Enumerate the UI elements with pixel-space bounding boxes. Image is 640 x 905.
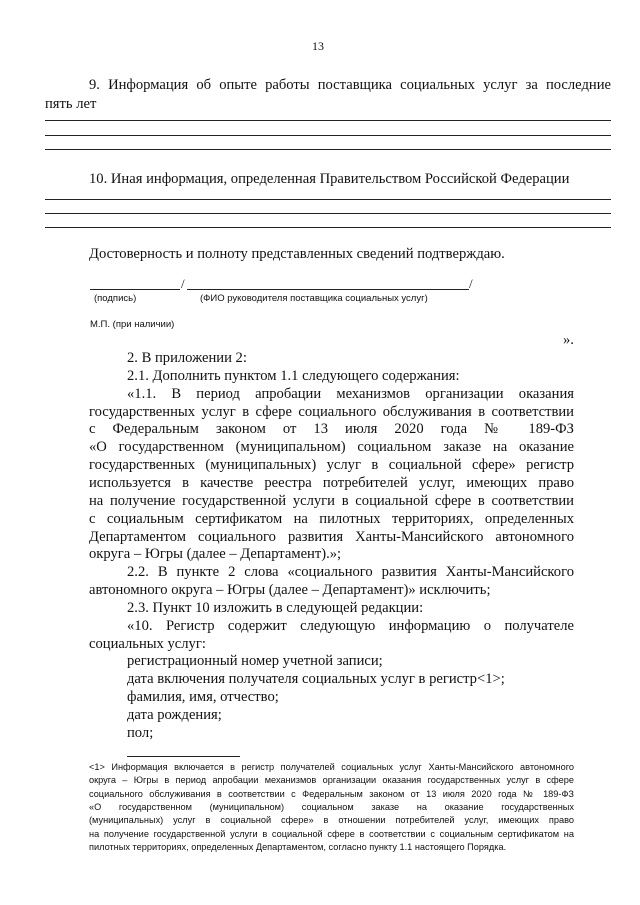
stamp-note: М.П. (при наличии) (90, 319, 175, 330)
body-line: автономного округа – Югры (далее – Департамент)» исключить; (89, 582, 491, 599)
footnote-line: пилотных территориях, определенных Департаментом, согласно пункту 1.1 настоящего Порядка. (89, 841, 507, 852)
body-line: используется в качестве реестра потребителей услуг, имеющих право (89, 474, 574, 491)
fill-line-10b (45, 213, 611, 214)
body-line: 2.2. В пункте 2 слова «социального развития Ханты-Мансийского (127, 564, 574, 581)
confirmation-text: Достоверность и полноту представленных сведений подтверждаю. (89, 246, 505, 262)
body-line: Департаментом социального развития Ханты-Мансийского автономного (89, 528, 574, 545)
signature-caption: (подпись) (94, 293, 137, 304)
fill-line-10c (45, 227, 611, 228)
footnote-line: (муниципальных) услуг в социальной сфере» в отношении потребителей услуг, имеющих право (89, 815, 574, 826)
body-line: с Федеральным законом от 13 июля 2020 года № 189-ФЗ (89, 421, 574, 438)
body-line: дата рождения; (127, 707, 222, 723)
footnote-separator (127, 756, 240, 757)
body-line: «10. Регистр содержит следующую информацию о получателе (127, 617, 574, 634)
fill-line-10a (45, 199, 611, 200)
fill-line-9b (45, 135, 611, 136)
section-10-heading: 10. Иная информация, определенная Правительством Российской Федерации (89, 171, 570, 187)
body-line: фамилия, имя, отчество; (127, 689, 279, 706)
body-line: регистрационный номер учетной записи; (127, 653, 383, 670)
body-line: 2. В приложении 2: (127, 350, 247, 366)
section-9-heading-cont: пять лет (45, 96, 97, 112)
footnote-line: на получение государственной услуги в социальной сфере в соответствии с социальным сертификатом на (89, 828, 574, 839)
body-line: «О государственном (муниципальном) социальном заказе на оказание (89, 439, 574, 456)
fill-line-9a (45, 120, 611, 121)
body-line: пол; (127, 724, 154, 741)
body-line: государственных (муниципальных) услуг в социальной сфере» регистр (89, 457, 574, 474)
body-line: 2.1. Дополнить пунктом 1.1 следующего содержания: (127, 367, 460, 384)
body-line: социальных услуг: (89, 635, 206, 652)
body-line: на получение государственной услуги в социальной сфере в соответствии (89, 492, 574, 509)
fill-line-9c (45, 149, 611, 150)
page-number: 13 (312, 39, 324, 53)
body-line: с социальным сертификатом на пилотных территориях, определенных (89, 510, 574, 527)
footnote-line: <1> Информация включается в регистр получателей социальных услуг Ханты-Мансийского автономного (89, 762, 574, 772)
footnote-line: округа – Югры в период апробации механизмов организации оказания государственных услуг в сфере (89, 775, 574, 786)
fio-slash: / (469, 276, 473, 291)
section-9-heading: 9. Информация об опыте работы поставщика социальных услуг за последние (89, 77, 611, 93)
footnote-line: социального обслуживания в соответствии с Федеральным законом от 13 июля 2020 года № 189-ФЗ (89, 788, 574, 799)
footnote-line: «О государственном (муниципальном) социальном заказе на оказание государственных (89, 801, 574, 812)
body-line: округа – Югры (далее – Департамент).»; (89, 546, 342, 563)
body-line: 2.3. Пункт 10 изложить в следующей редакции: (127, 599, 424, 616)
body-line: «1.1. В период апробации механизмов организации оказания (127, 385, 574, 402)
body-line: дата включения получателя социальных услуг в регистр<1>; (127, 671, 505, 688)
fio-caption: (ФИО руководителя поставщика социальных услуг) (200, 293, 428, 304)
body-line: государственных услуг в сфере социального обслуживания в соответствии (89, 403, 574, 420)
signature-slash: / (181, 276, 185, 291)
closing-quote: ». (563, 332, 574, 348)
